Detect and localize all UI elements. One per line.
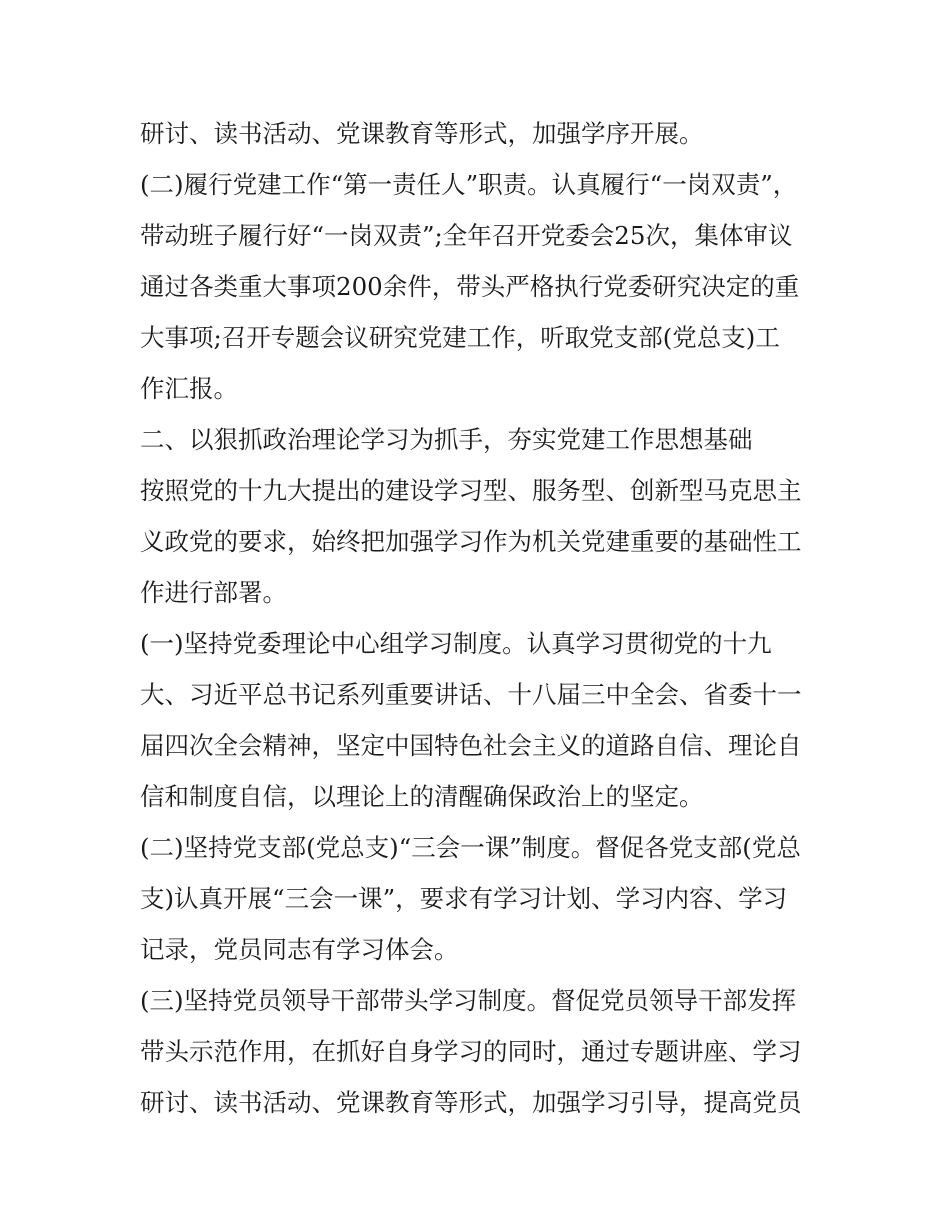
text-line: 作进行部署。	[140, 578, 287, 607]
text-line: 届四次全会精神，坚定中国特色社会主义的道路自信、理论自	[140, 731, 802, 760]
text-line: 研讨、读书活动、党课教育等形式，加强学序开展。	[140, 119, 704, 148]
text-line: (二)履行党建工作“第一责任人”职责。认真履行“一岗双责”，	[140, 170, 798, 199]
text-line: 大事项;召开专题会议研究党建工作，听取党支部(党总支)工	[140, 323, 780, 352]
section-heading: 二、以狠抓政治理论学习为抓手，夯实党建工作思想基础	[140, 425, 753, 454]
text-line: 义政党的要求，始终把加强学习作为机关党建重要的基础性工	[140, 527, 802, 556]
text-line: 作汇报。	[140, 374, 238, 403]
text-line: 记录，党员同志有学习体会。	[140, 935, 459, 964]
text-line: (二)坚持党支部(党总支)“三会一课”制度。督促各党支部(党总	[140, 833, 801, 862]
text-line: 支)认真开展“三会一课”，要求有学习计划、学习内容、学习	[140, 884, 788, 913]
text-line: 信和制度自信，以理论上的清醒确保政治上的坚定。	[140, 782, 704, 811]
text-line: 大、习近平总书记系列重要讲话、十八届三中全会、省委十一	[140, 680, 802, 709]
text-line: (三)坚持党员领导干部带头学习制度。督促党员领导干部发挥	[140, 986, 797, 1015]
text-line: 带头示范作用，在抓好自身学习的同时，通过专题讲座、学习	[140, 1037, 802, 1066]
document-body	[140, 108, 820, 1128]
text-line: 研讨、读书活动、党课教育等形式，加强学习引导，提高党员	[140, 1088, 802, 1117]
text-line: 按照党的十九大提出的建设学习型、服务型、创新型马克思主	[140, 476, 802, 505]
text-line: (一)坚持党委理论中心组学习制度。认真学习贯彻党的十九	[140, 629, 772, 658]
text-line: 通过各类重大事项200余件，带头严格执行党委研究决定的重	[140, 272, 800, 301]
text-line: 带动班子履行好“一岗双责”;全年召开党委会25次，集体审议	[140, 221, 793, 250]
